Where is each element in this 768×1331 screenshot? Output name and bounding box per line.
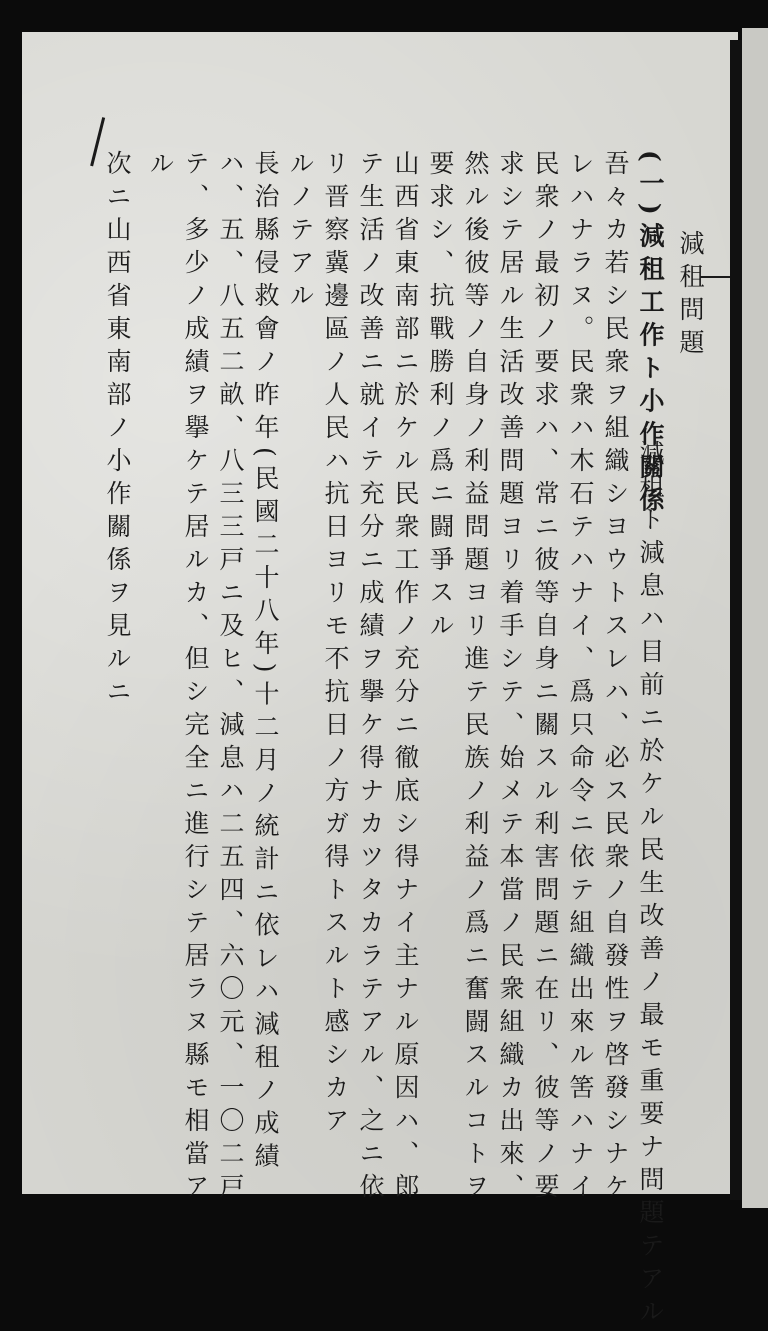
text-line-3: レハナラヌ。民衆ハ木石テハナイ、爲只命令ニ依テ組織出來ル筈ハナイ (566, 150, 595, 1206)
text-line-4: 民衆ノ最初ノ要求ハ、常ニ彼等自身ニ關スル利害問題ニ在リ、彼等ノ要 (531, 150, 560, 1206)
text-line-16: 次ニ山西省東南部ノ小作關係ヲ見ルニ (103, 150, 132, 711)
text-line-14: テ、多少ノ成績ヲ擧ケテ居ルカ、但シ完全ニ進行シテ居ラヌ縣モ相當ア (181, 150, 210, 1206)
heading: (一)減租工作ト小作關係 (636, 150, 665, 520)
text-line-9: テ生活ノ改善ニ就イテ充分ニ成績ヲ擧ケ得ナカツタカラテアル、之ニ依 (356, 150, 385, 1206)
text-line-5: 求シテ居ル生活改善問題ヨリ着手シテ、始メテ本當ノ民衆組織カ出來、 (496, 150, 525, 1206)
text-line-12: 長治縣侵救會ノ昨年(民國二十八年)十二月ノ統計ニ依レハ減租ノ成績 (251, 150, 280, 1176)
text-line-10: リ晋察冀邊區ノ人民ハ抗日ヨリモ不抗日ノ方ガ得トスルト感シカア (321, 150, 350, 1140)
text-line-6: 然ル後彼等ノ自身ノ利益問題ヨリ進テ民族ノ利益ノ爲ニ奮闘スルコトヲ (461, 150, 490, 1206)
text-line-13: ハ、五、八五二畝、八三三戸ニ及ヒ、減息ハ二五四、六〇元、一〇二戸 (216, 150, 245, 1206)
text-line-2: 吾々カ若シ民衆ヲ組織シヨウトスレハ、必ス民衆ノ自發性ヲ啓發シナケ (601, 150, 630, 1206)
facing-page-edge (742, 28, 768, 1208)
title-dash (700, 276, 730, 278)
text-line-11: ルノテアル (286, 150, 315, 315)
text-line-8: 山西省東南部ニ於ケル民衆工作ノ充分ニ徹底シ得ナイ主ナル原因ハ、郎 (391, 150, 420, 1206)
book-gutter (730, 40, 742, 1200)
text-line-7: 要求シ、抗戰勝利ノ爲ニ闘爭スル (426, 150, 455, 645)
text-line-1: 減租ト減息ハ目前ニ於ケル民生改善ノ最モ重要ナ問題テアル (636, 440, 665, 1331)
text-line-15: ル (146, 150, 175, 183)
section-title: 減租問題 (676, 230, 705, 362)
